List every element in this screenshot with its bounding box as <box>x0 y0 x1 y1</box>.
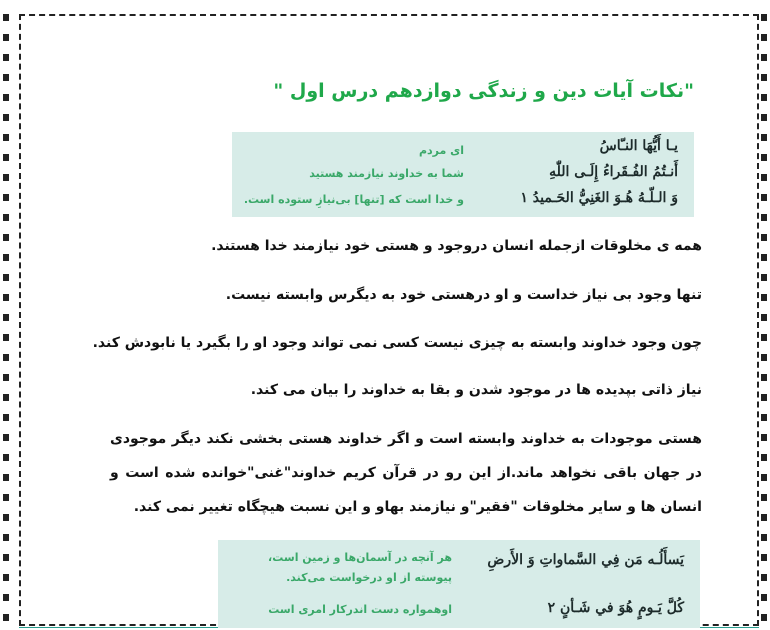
left-margin-marks <box>3 14 9 626</box>
long-paragraph: هستی موجودات به خداوند وابسته است و اگر خداوند هستی بخشی نکند دیگر موجودی در جهان باقی نخواهد ماند.از این رو در قرآن کریم خداوند"غنی"خوانده شده است و انسان ها و سایر مخلوقات "فقیر"و نیازمند بهاو و این نسبت هیچگاه تغییر نمی کند. <box>110 431 702 515</box>
page-frame <box>19 14 759 626</box>
verse-translation: هر آنچه در آسمان‌ها و زمین است، پیوسته از او درخواست می‌کند. <box>268 551 452 584</box>
verse-row <box>232 164 694 190</box>
quran-verse-box-1 <box>232 132 694 217</box>
quran-verse-box-2 <box>218 540 700 628</box>
paragraph: نیاز ذاتی بپدیده ها در موجود شدن و بقا به خداوند را بیان می کند. <box>250 382 702 398</box>
verse-row <box>232 190 694 216</box>
verse-arabic: أَنـتُمُ الفُـقَراءُ إِلَـى اللّٰهِ <box>549 164 678 180</box>
verse-translation: ای مردم <box>418 144 464 157</box>
verse-row <box>218 548 700 594</box>
verse-arabic: وَ الـلّـهُ هُـوَ الغَنِيُّ الحَـميدُ ۱ <box>520 190 678 206</box>
verse-translation: اوهمواره دست اندرکار امری است <box>268 603 452 616</box>
verse-row <box>218 598 700 624</box>
verse-arabic: كُلَّ يَـومٍ هُوَ في شَـأنٍ ۲ <box>547 600 684 616</box>
verse-translation: شما به خداوند نیازمند هستید <box>309 167 464 180</box>
paragraph: تنها وجود بی نیاز خداست و او درهستی خود به دیگرس وابسته نیست. <box>225 287 702 303</box>
verse-arabic: يـا أَيُّهَا النـّاسُ <box>599 138 678 154</box>
verse-arabic: يَسأَلُـه مَن فِي السَّماواتِ وَ الأَرضِ <box>487 552 684 568</box>
paragraph: چون وجود خداوند وابسته به چیزی نیست کسی نمی تواند وجود او را بگیرد یا نابودش کند. <box>92 335 702 351</box>
right-margin-marks <box>761 14 767 626</box>
page-title: "نکات آیات دین و زندگی دوازدهم درس اول " <box>273 80 694 102</box>
verse-translation: و خدا است که [تنها] بی‌نیازِ ستوده است. <box>243 193 464 206</box>
verse-row <box>232 138 694 164</box>
paragraph: همه ی مخلوقات ازجمله انسان دروجود و هستی خود نیازمند خدا هستند. <box>211 238 702 254</box>
